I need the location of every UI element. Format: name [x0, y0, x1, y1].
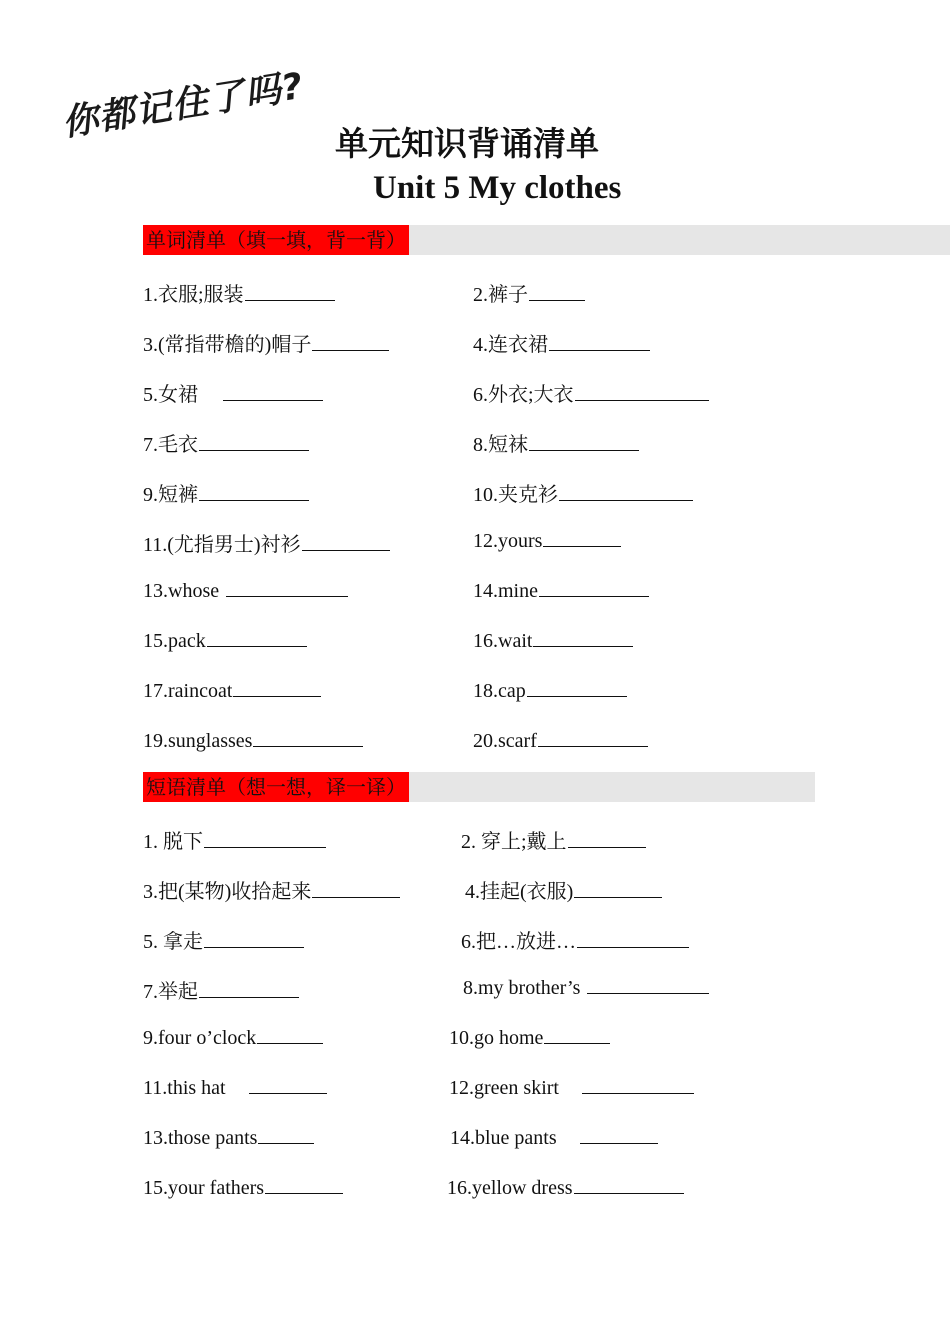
word-item: 17.raincoat: [143, 678, 321, 703]
answer-blank[interactable]: [574, 1175, 684, 1194]
word-item: 4.连衣裙: [473, 328, 650, 357]
phrases-section-header: [143, 772, 815, 802]
word-item: 1.衣服;服装: [143, 278, 335, 307]
word-item: 15.pack: [143, 628, 307, 653]
answer-blank[interactable]: [226, 578, 348, 597]
phrase-item: 2. 穿上;戴上: [461, 825, 646, 854]
answer-blank[interactable]: [577, 929, 689, 948]
word-item: 2.裤子: [473, 278, 585, 307]
answer-blank[interactable]: [257, 1025, 323, 1044]
word-item: 10.夹克衫: [473, 478, 693, 507]
phrase-item: 12.green skirt: [449, 1075, 694, 1100]
word-item: 19.sunglasses: [143, 728, 363, 753]
answer-blank[interactable]: [549, 332, 650, 351]
answer-blank[interactable]: [527, 678, 627, 697]
word-item: 16.wait: [473, 628, 633, 653]
word-item: 12.yours: [473, 528, 621, 553]
word-item: 18.cap: [473, 678, 627, 703]
answer-blank[interactable]: [529, 432, 639, 451]
phrase-item: 15.your fathers: [143, 1175, 343, 1200]
answer-blank[interactable]: [574, 879, 662, 898]
word-item: 20.scarf: [473, 728, 648, 753]
answer-blank[interactable]: [582, 1075, 694, 1094]
phrase-item: 13.those pants: [143, 1125, 314, 1150]
phrase-item: 3.把(某物)收拾起来: [143, 875, 400, 904]
answer-blank[interactable]: [249, 1075, 327, 1094]
phrase-item: 16.yellow dress: [447, 1175, 684, 1200]
answer-blank[interactable]: [199, 979, 299, 998]
answer-blank[interactable]: [265, 1175, 343, 1194]
answer-blank[interactable]: [580, 1125, 658, 1144]
answer-blank[interactable]: [543, 528, 621, 547]
word-item: 5.女裙: [143, 378, 323, 407]
answer-blank[interactable]: [539, 578, 649, 597]
page-title-chinese: 单元知识背诵清单: [335, 124, 599, 163]
word-item: 13.whose: [143, 578, 348, 603]
words-section-header: [143, 225, 950, 255]
answer-blank[interactable]: [575, 382, 709, 401]
answer-blank[interactable]: [204, 829, 326, 848]
answer-blank[interactable]: [207, 628, 307, 647]
phrase-item: 6.把…放进…: [461, 925, 689, 954]
word-item: 6.外衣;大衣: [473, 378, 709, 407]
answer-blank[interactable]: [538, 728, 648, 747]
phrase-item: 11.this hat: [143, 1075, 327, 1100]
answer-blank[interactable]: [544, 1025, 610, 1044]
answer-blank[interactable]: [568, 829, 646, 848]
answer-blank[interactable]: [199, 432, 309, 451]
word-item: 8.短袜: [473, 428, 639, 457]
answer-blank[interactable]: [258, 1125, 314, 1144]
phrase-item: 4.挂起(衣服): [465, 875, 662, 904]
phrase-item: 9.four o’clock: [143, 1025, 323, 1050]
phrase-item: 1. 脱下: [143, 825, 326, 854]
phrase-item: 14.blue pants: [450, 1125, 658, 1150]
answer-blank[interactable]: [559, 482, 693, 501]
slogan-heading: 你都记住了吗?: [59, 65, 307, 145]
answer-blank[interactable]: [223, 382, 323, 401]
word-item: 9.短裤: [143, 478, 309, 507]
answer-blank[interactable]: [533, 628, 633, 647]
answer-blank[interactable]: [529, 282, 585, 301]
phrase-item: 7.举起: [143, 975, 299, 1004]
word-item: 14.mine: [473, 578, 649, 603]
answer-blank[interactable]: [199, 482, 309, 501]
phrases-section-label: 短语清单（想一想，译一译）: [143, 772, 409, 802]
phrase-item: 5. 拿走: [143, 925, 304, 954]
answer-blank[interactable]: [302, 532, 390, 551]
page-title-english: Unit 5 My clothes: [373, 170, 622, 206]
answer-blank[interactable]: [253, 728, 363, 747]
phrase-item: 10.go home: [449, 1025, 610, 1050]
phrase-item: 8.my brother’s: [463, 975, 709, 1000]
answer-blank[interactable]: [312, 879, 400, 898]
answer-blank[interactable]: [233, 678, 321, 697]
answer-blank[interactable]: [245, 282, 335, 301]
words-section-label: 单词清单（填一填，背一背）: [143, 225, 409, 255]
word-item: 7.毛衣: [143, 428, 309, 457]
word-item: 11.(尤指男士)衬衫: [143, 528, 390, 557]
answer-blank[interactable]: [312, 332, 389, 351]
answer-blank[interactable]: [204, 929, 304, 948]
answer-blank[interactable]: [587, 975, 709, 994]
word-item: 3.(常指带檐的)帽子: [143, 328, 389, 357]
